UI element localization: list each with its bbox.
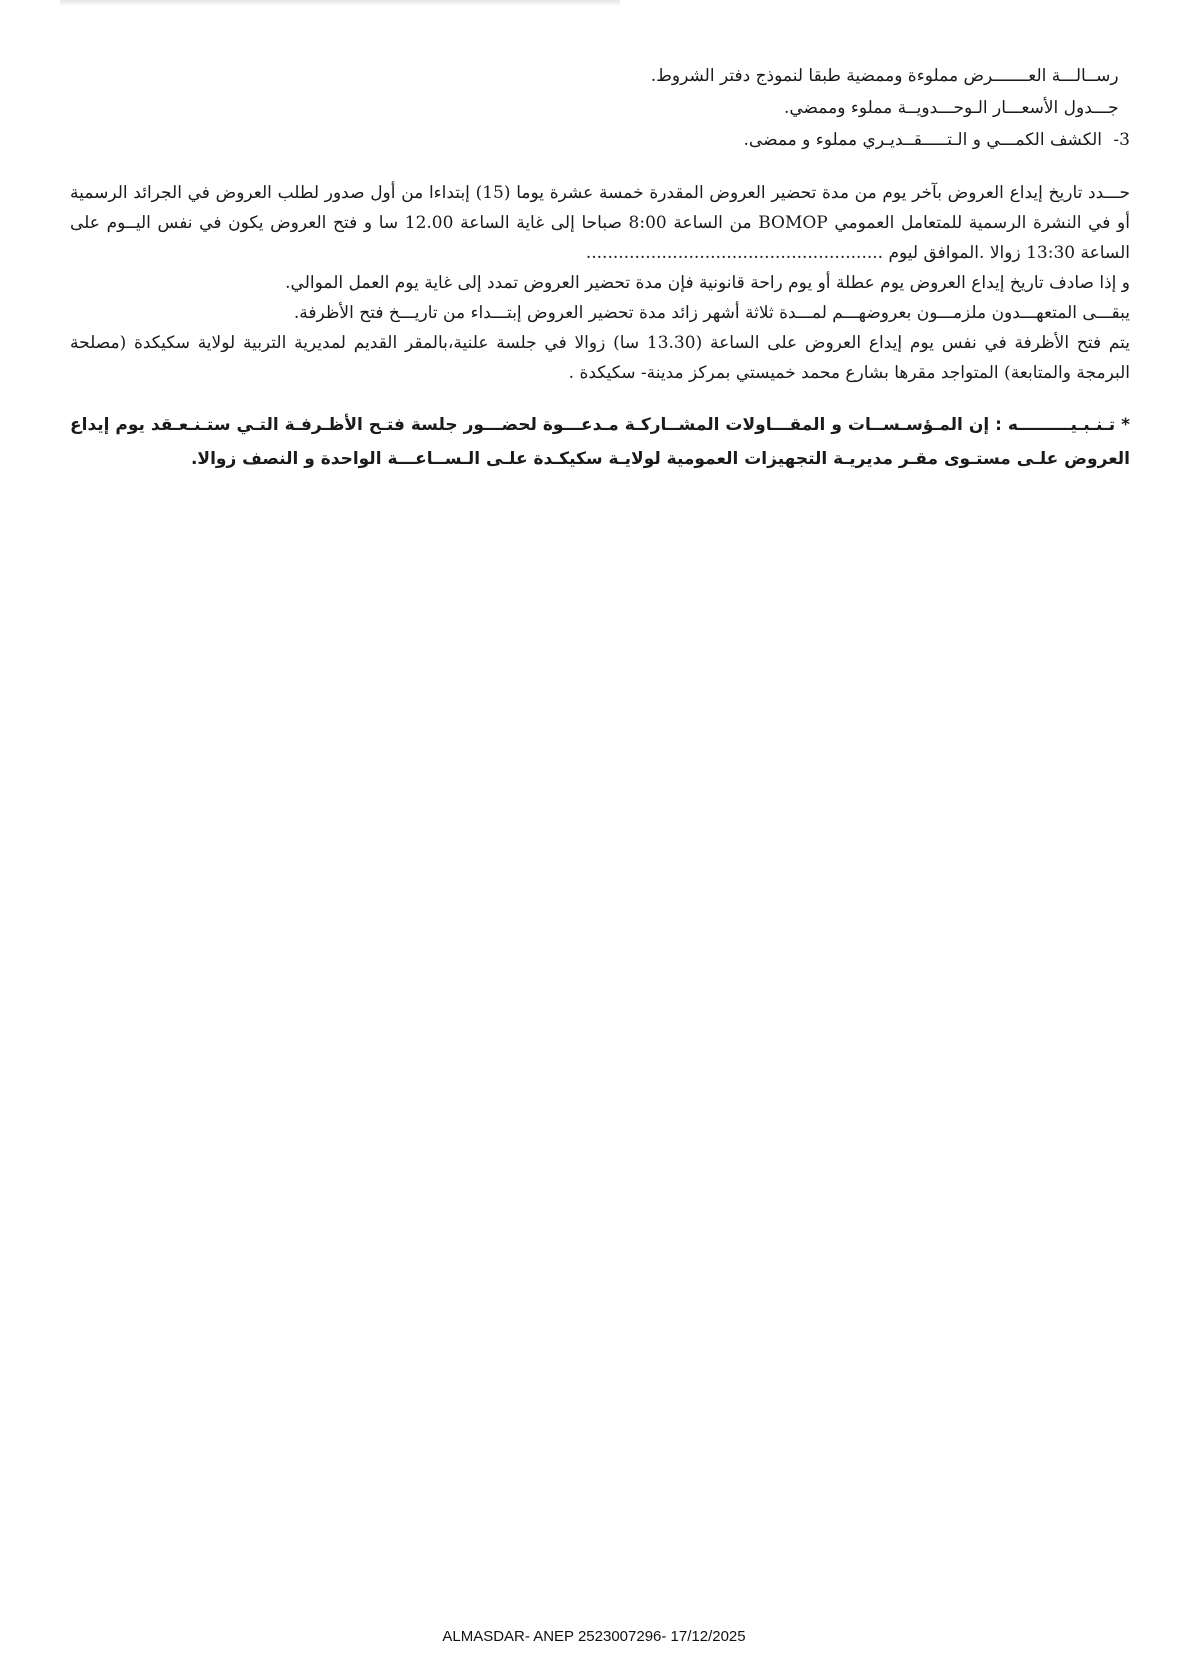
list-item bbox=[70, 60, 1130, 92]
list-item bbox=[70, 124, 1130, 156]
list-item-text: جـــدول الأسعـــار الـوحـــدويــة مملوء وممضي. bbox=[783, 98, 1119, 118]
list-item-number: 3- bbox=[1113, 130, 1130, 150]
scan-edge-shadow bbox=[60, 0, 620, 6]
deposit-date-paragraph: حـــدد تاريخ إيداع العروض بآخر يوم من مدة تحضير العروض المقدرة خمسة عشرة يوما (15) إبتداءا من أول صدور لطلب العروض في الجرائد الرسمية أو في النشرة الرسمية للمتعامل العمومي BOMOP من الساعة 8:00 صباحا إلى غاية الساعة 12.00 سا و فتح العروض يكون في نفس اليــوم على الساعة 13:30 زوالا .الموافق ليوم ....................................................... bbox=[70, 183, 1131, 263]
document-body bbox=[70, 60, 1130, 493]
publication-footer: ALMASDAR- ANEP 2523007296- 17/12/2025 bbox=[442, 1628, 746, 1645]
list-item-text: رســالـــة العـــــــرض مملوءة وممضية طبقا لنموذج دفتر الشروط. bbox=[650, 66, 1119, 86]
notice-paragraph: * تـنـبـيـــــــــه : إن المـؤسـســات و المقـــاولات المشــاركـة مـدعـــوة لحضـــور جلسة فتـح الأظـرفـة التـي ستـنـعـقد يوم إيداع العروض علـى مستـوى مقـر مديريـة التجهيزات العمومية لولايـة سكيكـدة علـى الـســاعـــة الواحدة و النصف زوالا. bbox=[70, 415, 1130, 469]
required-documents-list bbox=[70, 60, 1130, 156]
envelope-opening-paragraph: يتم فتح الأظرفة في نفس يوم إيداع العروض على الساعة (13.30 سا) زوالا في جلسة علنية،بالمقر القديم لمديرية التربية لولاية سكيكدة (مصلحة البرمجة والمتابعة) المتواجد مقرها بشارع محمد خميستي بمركز مدينة- سكيكدة . bbox=[70, 333, 1131, 383]
bid-validity-paragraph: يبقـــى المتعهـــدون ملزمـــون بعروضهـــم لمـــدة ثلاثة أشهر زائد مدة تحضير العروض إبتـــداء من تاريـــخ فتح الأظرفة. bbox=[293, 303, 1130, 323]
holiday-extension-paragraph: و إذا صادف تاريخ إيداع العروض يوم عطلة أو يوم راحة قانونية فإن مدة تحضير العروض تمدد إلى غاية يوم العمل الموالي. bbox=[285, 273, 1130, 293]
list-item-text: الكشف الكمـــي و الـتـــــقــديـري مملوء و ممضى. bbox=[743, 130, 1103, 150]
list-item bbox=[70, 92, 1130, 124]
